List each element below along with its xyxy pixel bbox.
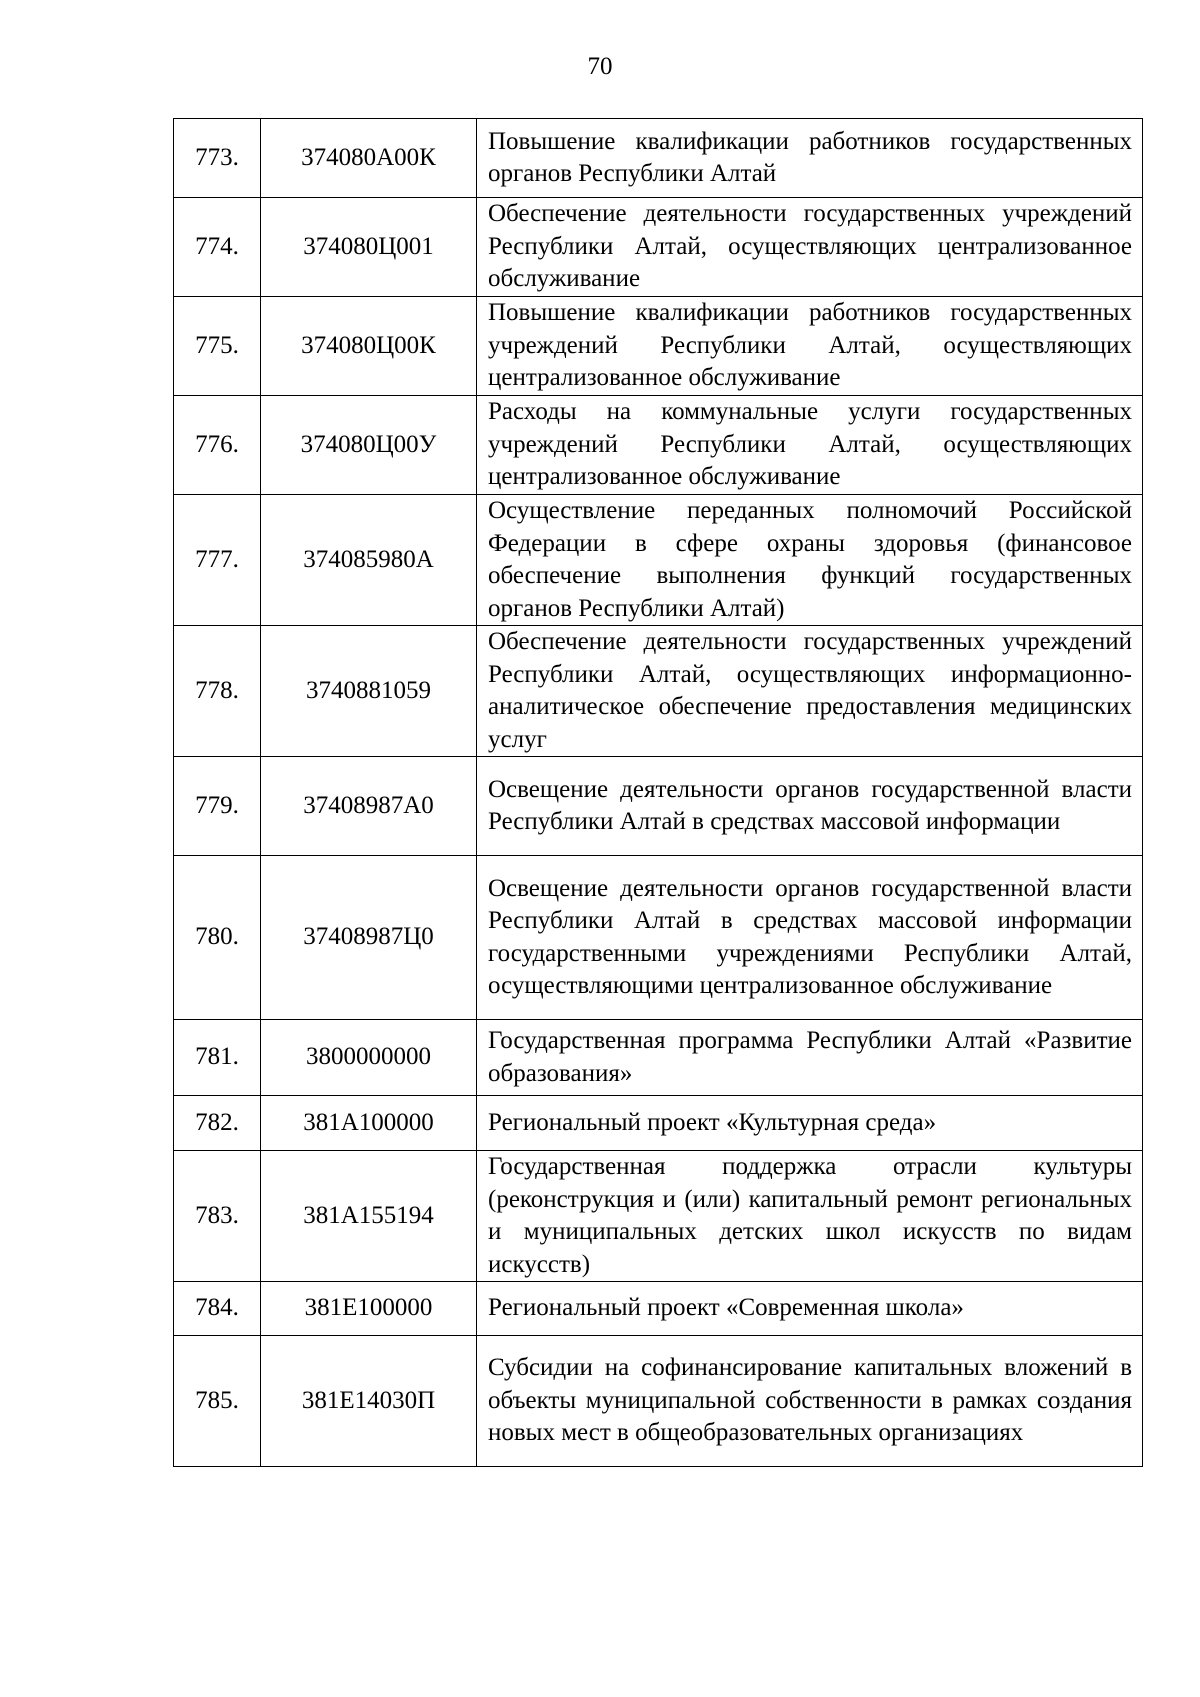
table-row	[174, 1096, 1143, 1151]
row-description: Освещение деятельности органов государственной власти Республики Алтай в средствах массовой информации	[477, 757, 1143, 856]
table-row	[174, 856, 1143, 1020]
row-code: 381А155194	[261, 1151, 477, 1282]
row-code: 3800000000	[261, 1020, 477, 1096]
row-number: 779.	[174, 757, 261, 856]
row-number: 773.	[174, 119, 261, 198]
table-row	[174, 1151, 1143, 1282]
row-description: Повышение квалификации работников государственных органов Республики Алтай	[477, 119, 1143, 198]
row-description: Государственная программа Республики Алтай «Развитие образования»	[477, 1020, 1143, 1096]
table-row	[174, 198, 1143, 297]
table-row	[174, 119, 1143, 198]
row-description: Субсидии на софинансирование капитальных вложений в объекты муниципальной собственности в рамках создания новых мест в общеобразовательных организациях	[477, 1336, 1143, 1467]
row-code: 374085980А	[261, 495, 477, 626]
row-description: Осуществление переданных полномочий Российской Федерации в сфере охраны здоровья (финансовое обеспечение выполнения функций государственных органов Республики Алтай)	[477, 495, 1143, 626]
budget-code-table	[173, 118, 1143, 1467]
row-number: 777.	[174, 495, 261, 626]
row-description: Региональный проект «Современная школа»	[477, 1282, 1143, 1336]
row-code: 3740881059	[261, 626, 477, 757]
row-code: 374080Ц00У	[261, 396, 477, 495]
row-number: 780.	[174, 856, 261, 1020]
row-number: 785.	[174, 1336, 261, 1467]
row-description: Региональный проект «Культурная среда»	[477, 1096, 1143, 1151]
row-code: 381Е100000	[261, 1282, 477, 1336]
page-number: 70	[587, 53, 613, 80]
row-description: Обеспечение деятельности государственных учреждений Республики Алтай, осуществляющих централизованное обслуживание	[477, 198, 1143, 297]
row-code: 37408987А0	[261, 757, 477, 856]
row-number: 774.	[174, 198, 261, 297]
row-number: 775.	[174, 297, 261, 396]
table-row	[174, 757, 1143, 856]
row-description: Обеспечение деятельности государственных учреждений Республики Алтай, осуществляющих информационно-аналитическое обеспечение предоставления медицинских услуг	[477, 626, 1143, 757]
row-number: 776.	[174, 396, 261, 495]
row-code: 374080Ц00К	[261, 297, 477, 396]
row-code: 37408987Ц0	[261, 856, 477, 1020]
table-row	[174, 1020, 1143, 1096]
row-code: 374080А00К	[261, 119, 477, 198]
row-code: 381А100000	[261, 1096, 477, 1151]
row-description: Освещение деятельности органов государственной власти Республики Алтай в средствах массовой информации государственными учреждениями Республики Алтай, осуществляющими централизованное обслуживание	[477, 856, 1143, 1020]
row-description: Повышение квалификации работников государственных учреждений Республики Алтай, осуществляющих централизованное обслуживание	[477, 297, 1143, 396]
row-code: 381Е14030П	[261, 1336, 477, 1467]
row-description: Государственная поддержка отрасли культуры (реконструкция и (или) капитальный ремонт региональных и муниципальных детских школ искусств по видам искусств)	[477, 1151, 1143, 1282]
table-row	[174, 1282, 1143, 1336]
row-number: 781.	[174, 1020, 261, 1096]
row-number: 778.	[174, 626, 261, 757]
row-description: Расходы на коммунальные услуги государственных учреждений Республики Алтай, осуществляющих централизованное обслуживание	[477, 396, 1143, 495]
table-row	[174, 1336, 1143, 1467]
row-number: 783.	[174, 1151, 261, 1282]
row-number: 782.	[174, 1096, 261, 1151]
table-row	[174, 297, 1143, 396]
table-row	[174, 626, 1143, 757]
row-code: 374080Ц001	[261, 198, 477, 297]
row-number: 784.	[174, 1282, 261, 1336]
table-row	[174, 396, 1143, 495]
table-row	[174, 495, 1143, 626]
